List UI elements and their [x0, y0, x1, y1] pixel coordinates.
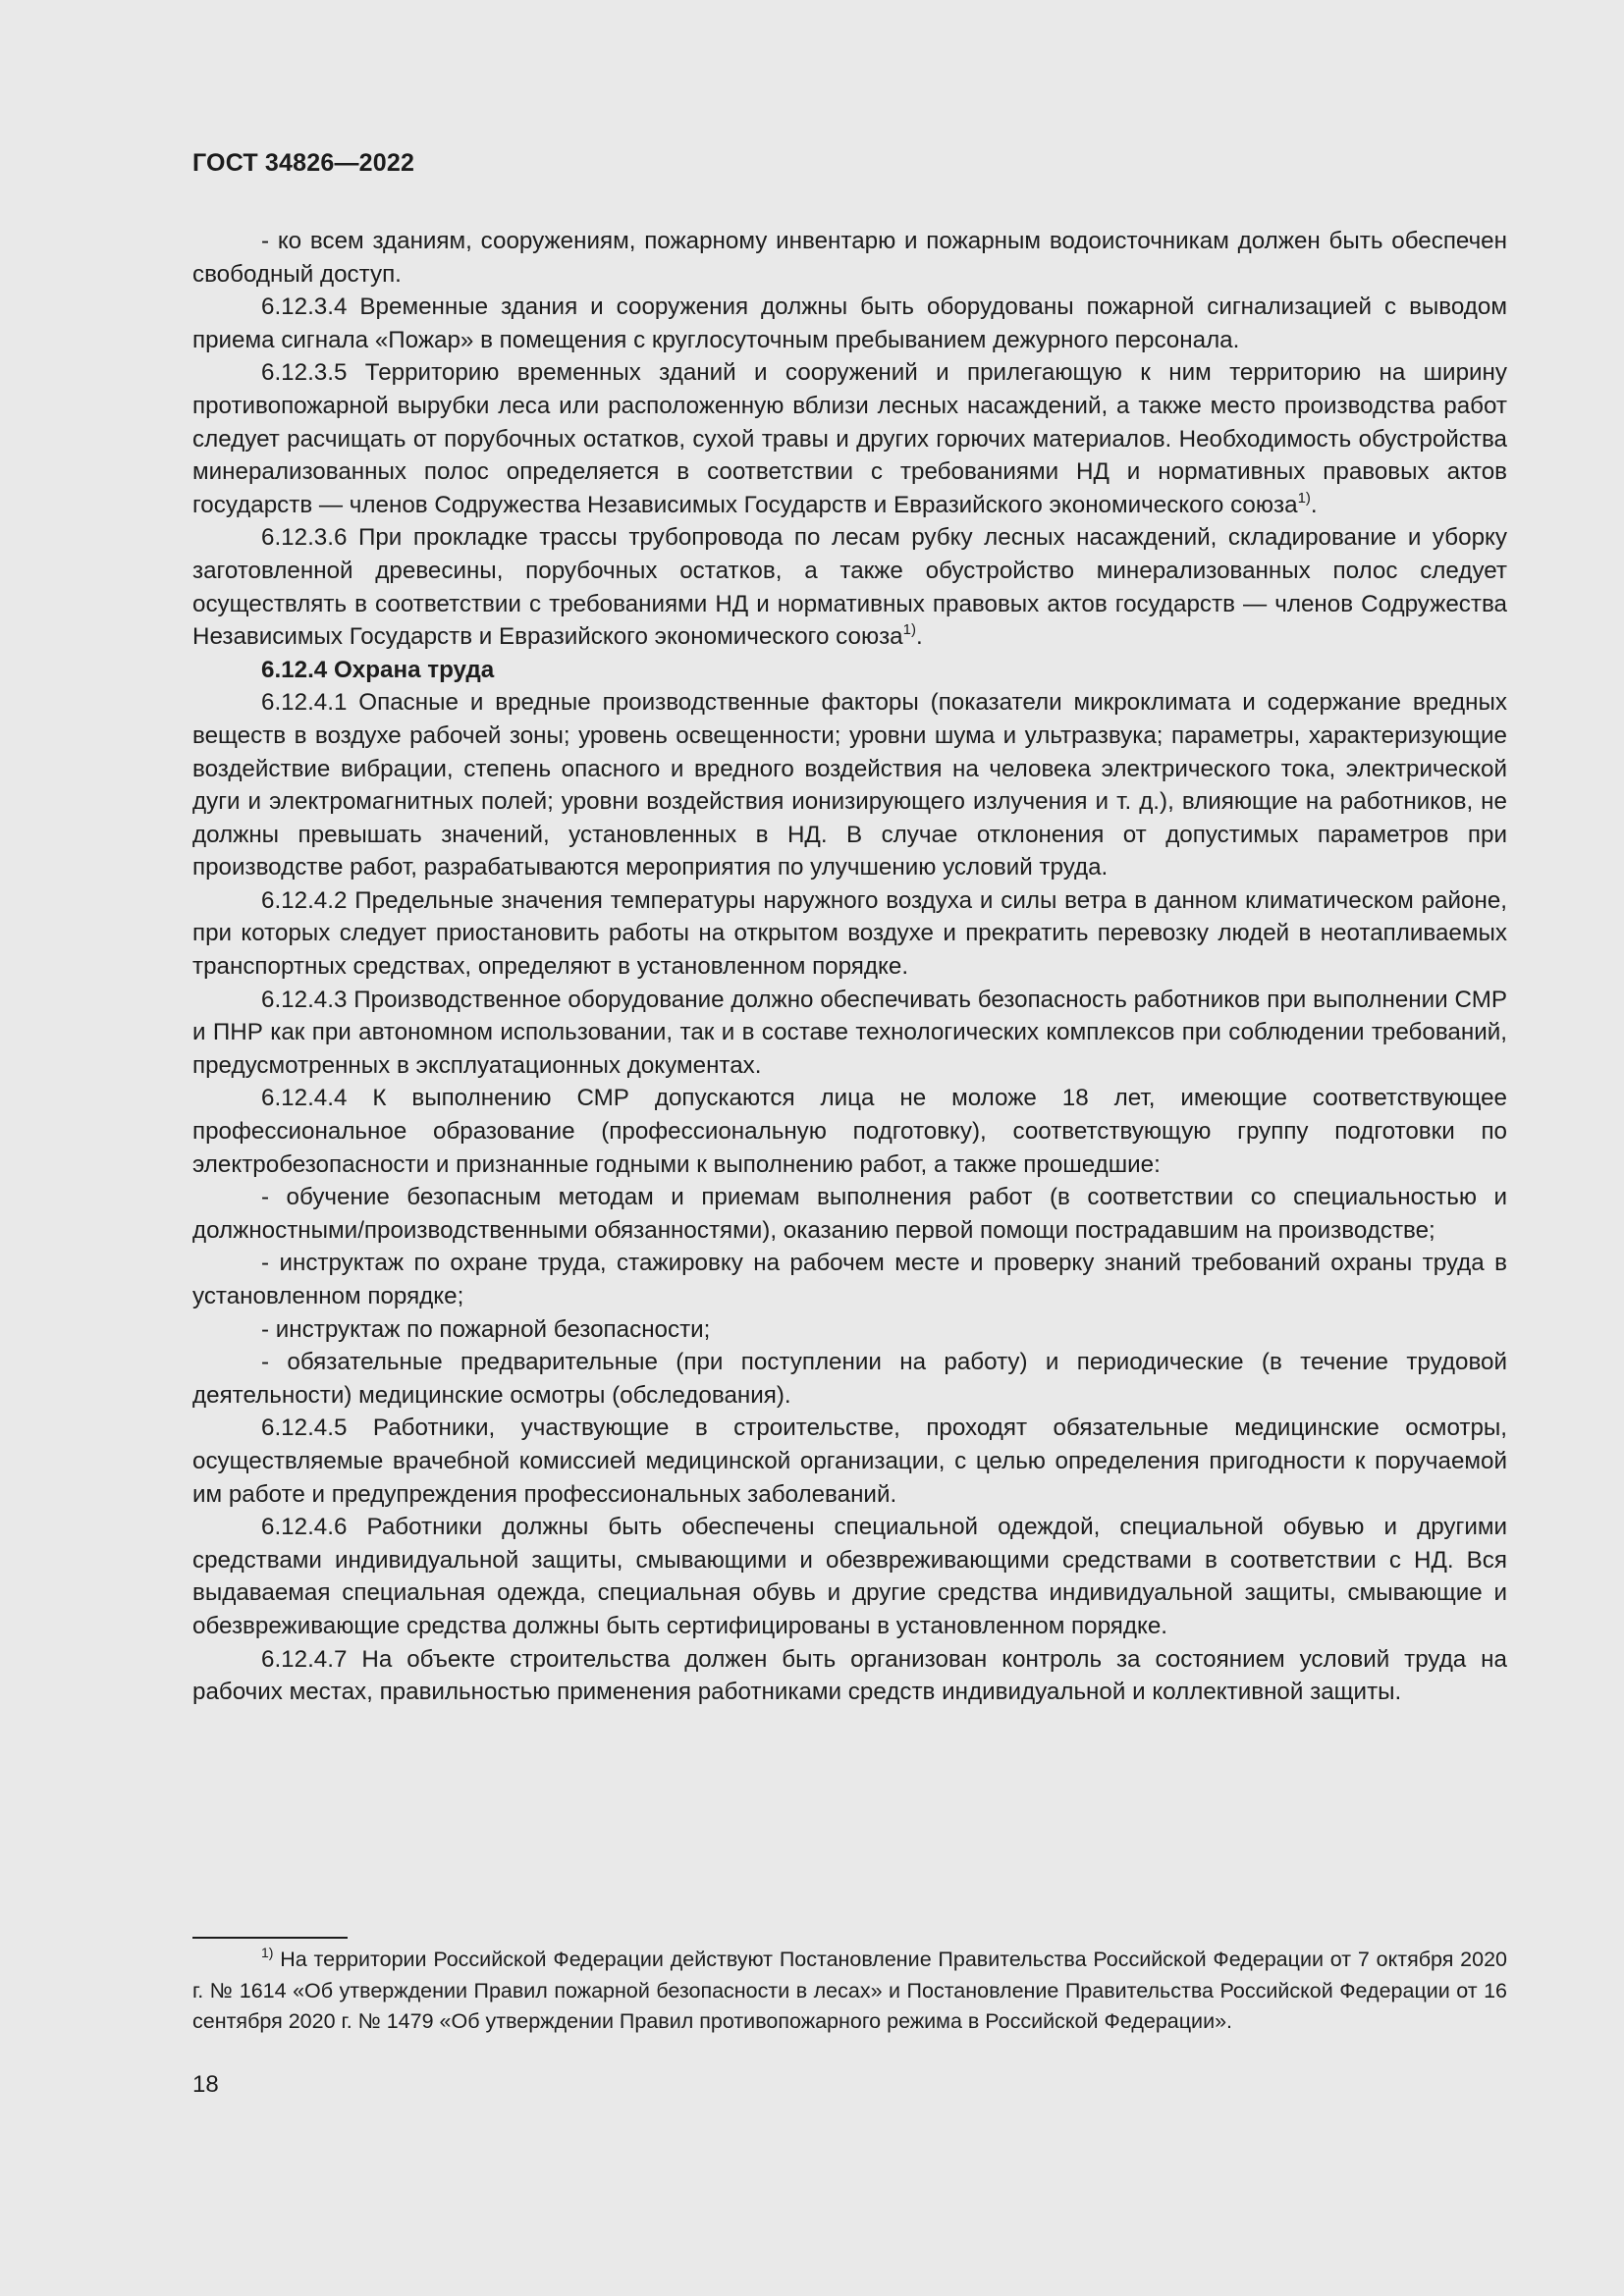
footnote [192, 1945, 1507, 2038]
list-item-briefing-fire: - инструктаж по пожарной безопасности; [261, 1315, 711, 1343]
footnote-text: На территории Российской Федерации действуют Постановление Правительства Российской Федерации от 7 октября 2020 г. № 1614 «Об утверждении Правил пожарной безопасности в лесах» и Постановление Правительства Российской Федерации от 16 сентября 2020 г. № 1479 «Об утверждении Правил противопожарного режима в Российской Федерации». [192, 1948, 1507, 2033]
body-text [192, 225, 1507, 1709]
paragraph-6-12-4-2: 6.12.4.2 Предельные значения температуры наружного воздуха и силы ветра в данном климатическом районе, при которых следует приостановить работы на открытом воздухе и прекратить перевозку людей в неотапливаемых транспортных средствах, определяют в установленном порядке. [192, 886, 1507, 981]
paragraph-access: - ко всем зданиям, сооружениям, пожарному инвентарю и пожарным водоисточникам должен быть обеспечен свободный доступ. [192, 228, 1507, 288]
paragraph-6-12-4-4: 6.12.4.4 К выполнению СМР допускаются лица не моложе 18 лет, имеющие соответствующее профессиональное образование (профессиональную подготовку), соответствующую группу подготовки по электробезопасности и признанные годными к выполнению работ, а также прошедшие: [192, 1085, 1507, 1178]
paragraph-6-12-4-3: 6.12.4.3 Производственное оборудование должно обеспечивать безопасность работников при выполнении СМР и ПНР как при автономном использовании, так и в составе технологических комплексов при соблюдении требований, предусмотренных в эксплуатационных документах. [192, 986, 1507, 1079]
page-number: 18 [192, 2071, 219, 2098]
document-header: ГОСТ 34826—2022 [192, 149, 415, 177]
list-item-training: - обучение безопасным методам и приемам выполнения работ (в соответствии со специальностью и должностными/производственными обязанностями), оказанию первой помощи пострадавшим на производстве; [192, 1184, 1507, 1244]
paragraph-6-12-4-6: 6.12.4.6 Работники должны быть обеспечены специальной одеждой, специальной обувью и другими средствами индивидуальной защиты, смывающими и обезвреживающими средствами в соответствии с НД. Вся выдаваемая специальная одежда, специальная обувь и другие средства индивидуальной защиты, смывающие и обезвреживающие средства должны быть сертифицированы в установленном порядке. [192, 1514, 1507, 1639]
paragraph-6-12-3-6: 6.12.3.6 При прокладке трассы трубопровода по лесам рубку лесных насаждений, складирование и уборку заготовленной древесины, порубочных остатков, а также обустройство минерализованных полос следует осуществлять в соответствии с требованиями НД и нормативных правовых актов государств — членов Содружества Независимых Государств и Евразийского экономического союза$^{1)}$. [192, 524, 1507, 651]
footnote-ref: 1) [902, 621, 916, 639]
paragraph-6-12-3-5: 6.12.3.5 Территорию временных зданий и сооружений и прилегающую к ним территорию на ширину противопожарной вырубки леса или расположенную вблизи лесных насаждений, а также место производства работ следует расчищать от порубочных остатков, сухой травы и других горючих материалов. Необходимость обустройства минерализованных полос определяется в соответствии с требованиями НД и нормативных правовых актов государств — членов Содружества Независимых Государств и Евразийского экономического союза$^{1)}$. [192, 359, 1507, 518]
paragraph-6-12-4-7: 6.12.4.7 На объекте строительства должен быть организован контроль за состоянием условий труда на рабочих местах, правильностью применения работниками средств индивидуальной и коллективной защиты. [192, 1645, 1507, 1706]
list-item-briefing-labor: - инструктаж по охране труда, стажировку на рабочем месте и проверку знаний требований охраны труда в установленном порядке; [192, 1250, 1507, 1309]
footnote-divider [192, 1937, 348, 1939]
footnote-ref: 1) [1297, 489, 1311, 507]
paragraph-6-12-4-5: 6.12.4.5 Работники, участвующие в строительстве, проходят обязательные медицинские осмотры, осуществляемые врачебной комиссией медицинской организации, с целью определения пригодности к поручаемой им работе и предупреждения профессиональных заболеваний. [192, 1415, 1507, 1508]
section-heading-6-12-4: 6.12.4 Охрана труда [261, 656, 495, 683]
paragraph-6-12-3-4: 6.12.3.4 Временные здания и сооружения должны быть оборудованы пожарной сигнализацией с выводом приема сигнала «Пожар» в помещения с круглосуточным пребыванием дежурного персонала. [192, 294, 1507, 353]
list-item-medical: - обязательные предварительные (при поступлении на работу) и периодические (в течение трудовой деятельности) медицинские осмотры (обследования). [192, 1349, 1507, 1409]
paragraph-6-12-4-1: 6.12.4.1 Опасные и вредные производственные факторы (показатели микроклимата и содержание вредных веществ в воздухе рабочей зоны; уровень освещенности; уровни шума и ультразвука; параметры, характеризующие воздействие вибрации, степень опасного и вредного воздействия на человека электрического тока, электрической дуги и электромагнитных полей; уровни воздействия ионизирующего излучения и т. д.), влияющие на работников, не должны превышать значений, установленных в НД. В случае отклонения от допустимых параметров при производстве работ, разрабатываются мероприятия по улучшению условий труда. [192, 689, 1507, 881]
footnote-marker: 1) [261, 1945, 274, 1960]
